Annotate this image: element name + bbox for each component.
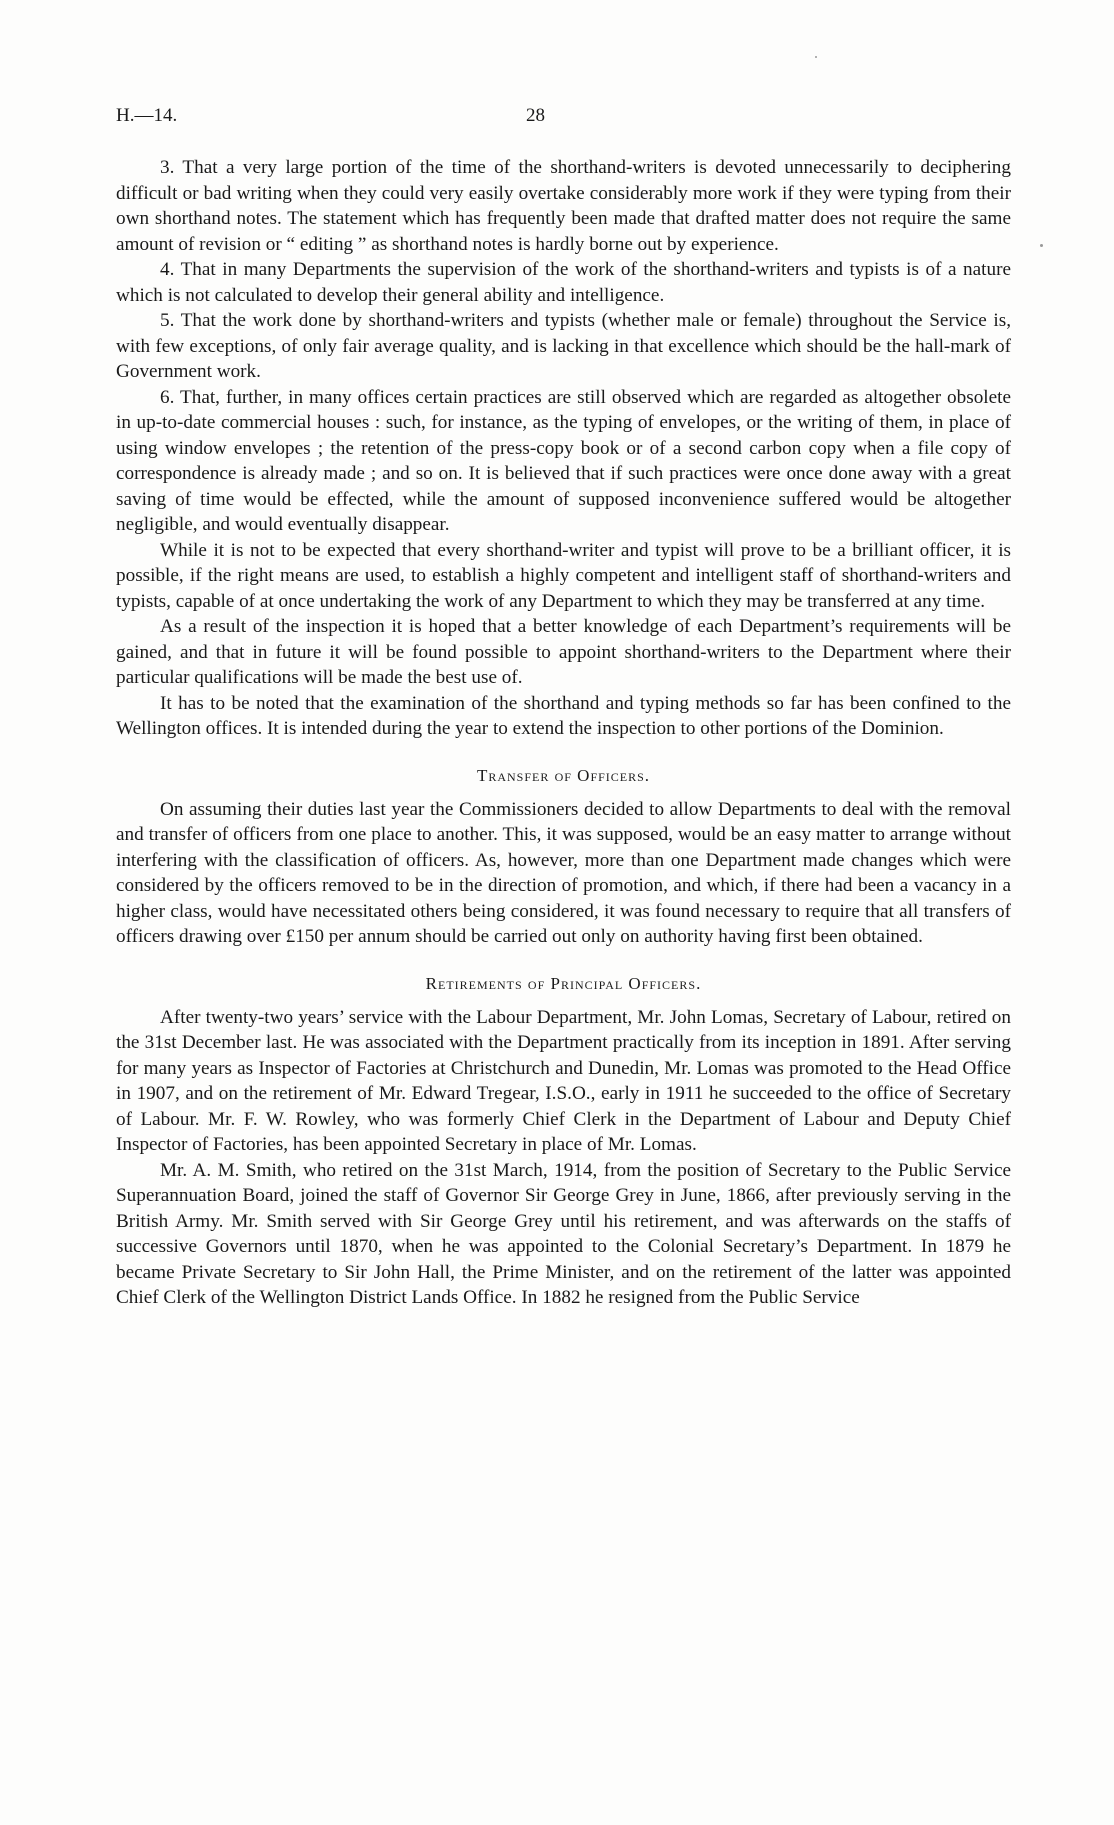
section-heading-retirements: Retirements of Principal Officers. bbox=[425, 973, 702, 993]
document-reference: H.—14. bbox=[116, 105, 178, 126]
paragraph-lomas: After twenty-two years’ service with the Labour Department, Mr. John Lomas, Secretary of Labour, retired on the 31st December last. He was associated with the Department practically from its inception in 1891. After serving for many years as Inspector of Factories at Christchurch and Dunedin, Mr. Lomas was promoted to the Head Office in 1907, and on the retirement of Mr. Edward Tregear, I.S.O., early in 1911 he succeeded to the office of Secretary of Labour. Mr. F. W. Rowley, who was formerly Chief Clerk in the Department of Labour and Deputy Chief Inspector of Factories, has been appointed Secretary in place of Mr. Lomas. bbox=[116, 1006, 1011, 1155]
paragraph-5: 5. That the work done by shorthand-writers and typists (whether male or female) throughout the Service is, with few exceptions, of only fair average quality, and is lacking in that excellence which should be the hall-mark of Government work. bbox=[116, 310, 1011, 382]
document-body bbox=[116, 155, 1011, 1311]
paragraph-transfer: On assuming their duties last year the Commissioners decided to allow Departments to deal with the removal and transfer of officers from one place to another. This, it was supposed, would be an easy matter to arrange without interfering with the classification of officers. As, however, more than one Department made changes which were considered by the officers removed to be in the direction of promotion, and which, if there had been a vacancy in a higher class, would have necessitated others being considered, it was found necessary to require that all transfers of officers drawing over £150 per annum should be carried out only on authority having first been obtained. bbox=[116, 798, 1011, 947]
scan-speck bbox=[1040, 244, 1043, 247]
scan-speck bbox=[815, 56, 817, 58]
page-number: 28 bbox=[526, 105, 545, 126]
paragraph-inspection-result: As a result of the inspection it is hoped that a better knowledge of each Department’s requirements will be gained, and that in future it will be found possible to appoint shorthand-writers to the Department where their particular qualifications will be made the best use of. bbox=[116, 616, 1011, 688]
section-heading-transfer: Transfer of Officers. bbox=[476, 765, 651, 785]
paragraph-6: 6. That, further, in many offices certain practices are still observed which are regarded as altogether obsolete in up-to-date commercial houses : such, for instance, as the typing of envelopes, or the writing of them, in place of using window envelopes ; the retention of the press-copy book or of a second carbon copy when a file copy of correspondence is already made ; and so on. It is believed that if such practices were once done away with a great saving of time would be effected, while the amount of supposed inconvenience suffered would be altogether negligible, and would eventually disappear. bbox=[116, 386, 1011, 535]
paragraph-4: 4. That in many Departments the supervision of the work of the shorthand-writers and typists is of a nature which is not calculated to develop their general ability and intelligence. bbox=[116, 259, 1011, 306]
paragraph-smith: Mr. A. M. Smith, who retired on the 31st March, 1914, from the position of Secretary to the Public Service Superannuation Board, joined the staff of Governor Sir George Grey in June, 1866, after previously serving in the British Army. Mr. Smith served with Sir George Grey until his retirement, and was afterwards on the staffs of successive Governors until 1870, when he was appointed to the Colonial Secretary’s Department. In 1879 he became Private Secretary to Sir John Hall, the Prime Minister, and on the retirement of the latter was appointed Chief Clerk of the Wellington District Lands Office. In 1882 he resigned from the Public Service bbox=[116, 1159, 1011, 1308]
paragraph-wellington-offices: It has to be noted that the examination of the shorthand and typing methods so far has been confined to the Wellington offices. It is intended during the year to extend the inspection to other portions of the Dominion. bbox=[116, 692, 1011, 739]
paragraph-staff: While it is not to be expected that every shorthand-writer and typist will prove to be a brilliant officer, it is possible, if the right means are used, to establish a highly competent and intelligent staff of shorthand-writers and typists, capable of at once undertaking the work of any Department to which they may be transferred at any time. bbox=[116, 539, 1011, 612]
paragraph-3: 3. That a very large portion of the time of the shorthand-writers is devoted unnecessarily to deciphering difficult or bad writing when they could very easily overtake considerably more work if they were typing from their own shorthand notes. The statement which has frequently been made that drafted matter does not require the same amount of revision or “ editing ” as shorthand notes is hardly borne out by experience. bbox=[116, 157, 1011, 255]
running-head bbox=[116, 105, 1011, 129]
